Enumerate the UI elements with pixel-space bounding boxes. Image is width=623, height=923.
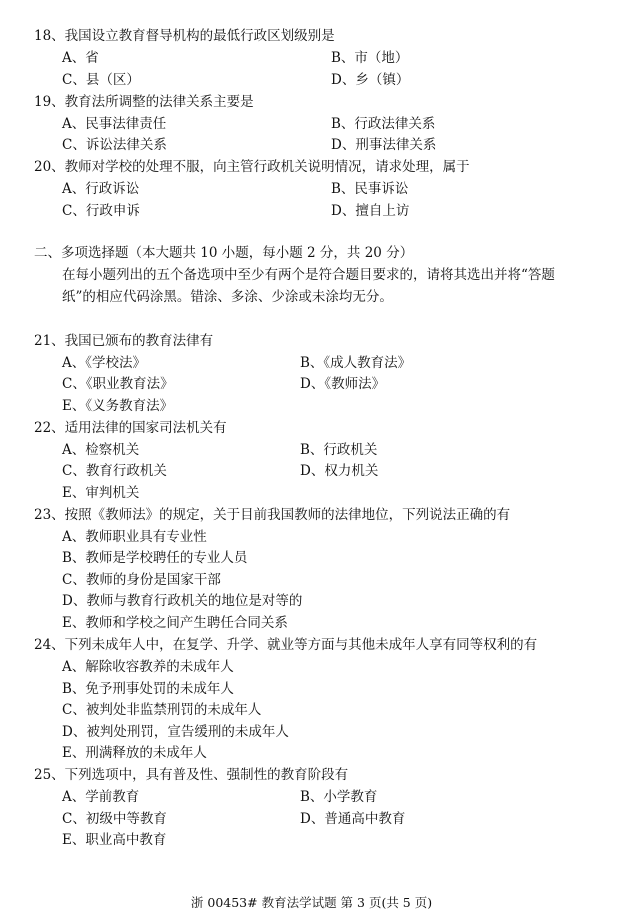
q18-option-d: D、乡（镇）	[331, 72, 410, 88]
q25-option-d: D、普通高中教育	[300, 811, 406, 827]
q18-option-a: A、省	[62, 50, 99, 66]
q25-option-e: E、职业高中教育	[62, 832, 167, 848]
question-20-stem: 20、教师对学校的处理不服，向主管行政机关说明情况，请求处理，属于	[34, 159, 470, 175]
q23-option-e: E、教师和学校之间产生聘任合同关系	[62, 615, 288, 631]
q25-option-a: A、学前教育	[62, 789, 140, 805]
question-19-stem: 19、教育法所调整的法律关系主要是	[34, 94, 254, 110]
q24-option-d: D、被判处刑罚，宣告缓刑的未成年人	[62, 724, 289, 740]
q20-option-c: C、行政申诉	[62, 203, 140, 219]
q22-option-e: E、审判机关	[62, 485, 140, 501]
q18-option-b: B、市（地）	[331, 50, 409, 66]
q19-option-d: D、刑事法律关系	[331, 137, 437, 153]
q21-option-e: E、《义务教育法》	[62, 398, 174, 414]
section-2-heading: 二、多项选择题（本大题共 10 小题，每小题 2 分，共 20 分）	[34, 245, 414, 261]
question-23-stem: 23、按照《教师法》的规定，关于目前我国教师的法律地位，下列说法正确的有	[34, 507, 511, 523]
q24-option-c: C、被判处非监禁刑罚的未成年人	[62, 702, 262, 718]
q25-option-b: B、小学教育	[300, 789, 378, 805]
q22-option-d: D、权力机关	[300, 463, 379, 479]
q23-option-c: C、教师的身份是国家干部	[62, 572, 221, 588]
q20-option-a: A、行政诉讼	[62, 181, 140, 197]
q24-option-e: E、刑满释放的未成年人	[62, 745, 207, 761]
q22-option-b: B、行政机关	[300, 442, 378, 458]
q20-option-d: D、擅自上访	[331, 203, 410, 219]
q23-option-b: B、教师是学校聘任的专业人员	[62, 550, 248, 566]
question-24-stem: 24、下列未成年人中，在复学、升学、就业等方面与其他未成年人享有同等权利的有	[34, 637, 538, 653]
section-2-instruction-line-2: 纸”的相应代码涂黑。错涂、多涂、少涂或未涂均无分。	[62, 289, 393, 305]
q25-option-c: C、初级中等教育	[62, 811, 167, 827]
q24-option-a: A、解除收容教养的未成年人	[62, 659, 234, 675]
q23-option-d: D、教师与教育行政机关的地位是对等的	[62, 593, 303, 609]
q21-option-a: A、《学校法》	[62, 355, 146, 371]
question-18-stem: 18、我国设立教育督导机构的最低行政区划级别是	[34, 28, 335, 44]
q19-option-b: B、行政法律关系	[331, 116, 436, 132]
q22-option-a: A、检察机关	[62, 442, 140, 458]
q21-option-c: C、《职业教育法》	[62, 376, 174, 392]
q20-option-b: B、民事诉讼	[331, 181, 409, 197]
page-footer: 浙 00453# 教育法学试题 第 3 页(共 5 页)	[190, 895, 433, 910]
question-25-stem: 25、下列选项中，具有普及性、强制性的教育阶段有	[34, 767, 349, 783]
question-22-stem: 22、适用法律的国家司法机关有	[34, 420, 227, 436]
q19-option-c: C、诉讼法律关系	[62, 137, 167, 153]
question-21-stem: 21、我国已颁布的教育法律有	[34, 333, 214, 349]
q22-option-c: C、教育行政机关	[62, 463, 167, 479]
q21-option-b: B、《成人教育法》	[300, 355, 412, 371]
q19-option-a: A、民事法律责任	[62, 116, 167, 132]
section-2-instruction-line-1: 在每小题列出的五个备选项中至少有两个是符合题目要求的，请将其选出并将“答题	[62, 267, 555, 283]
q18-option-c: C、县（区）	[62, 72, 140, 88]
q23-option-a: A、教师职业具有专业性	[62, 529, 207, 545]
q21-option-d: D、《教师法》	[300, 376, 386, 392]
q24-option-b: B、免予刑事处罚的未成年人	[62, 681, 234, 697]
